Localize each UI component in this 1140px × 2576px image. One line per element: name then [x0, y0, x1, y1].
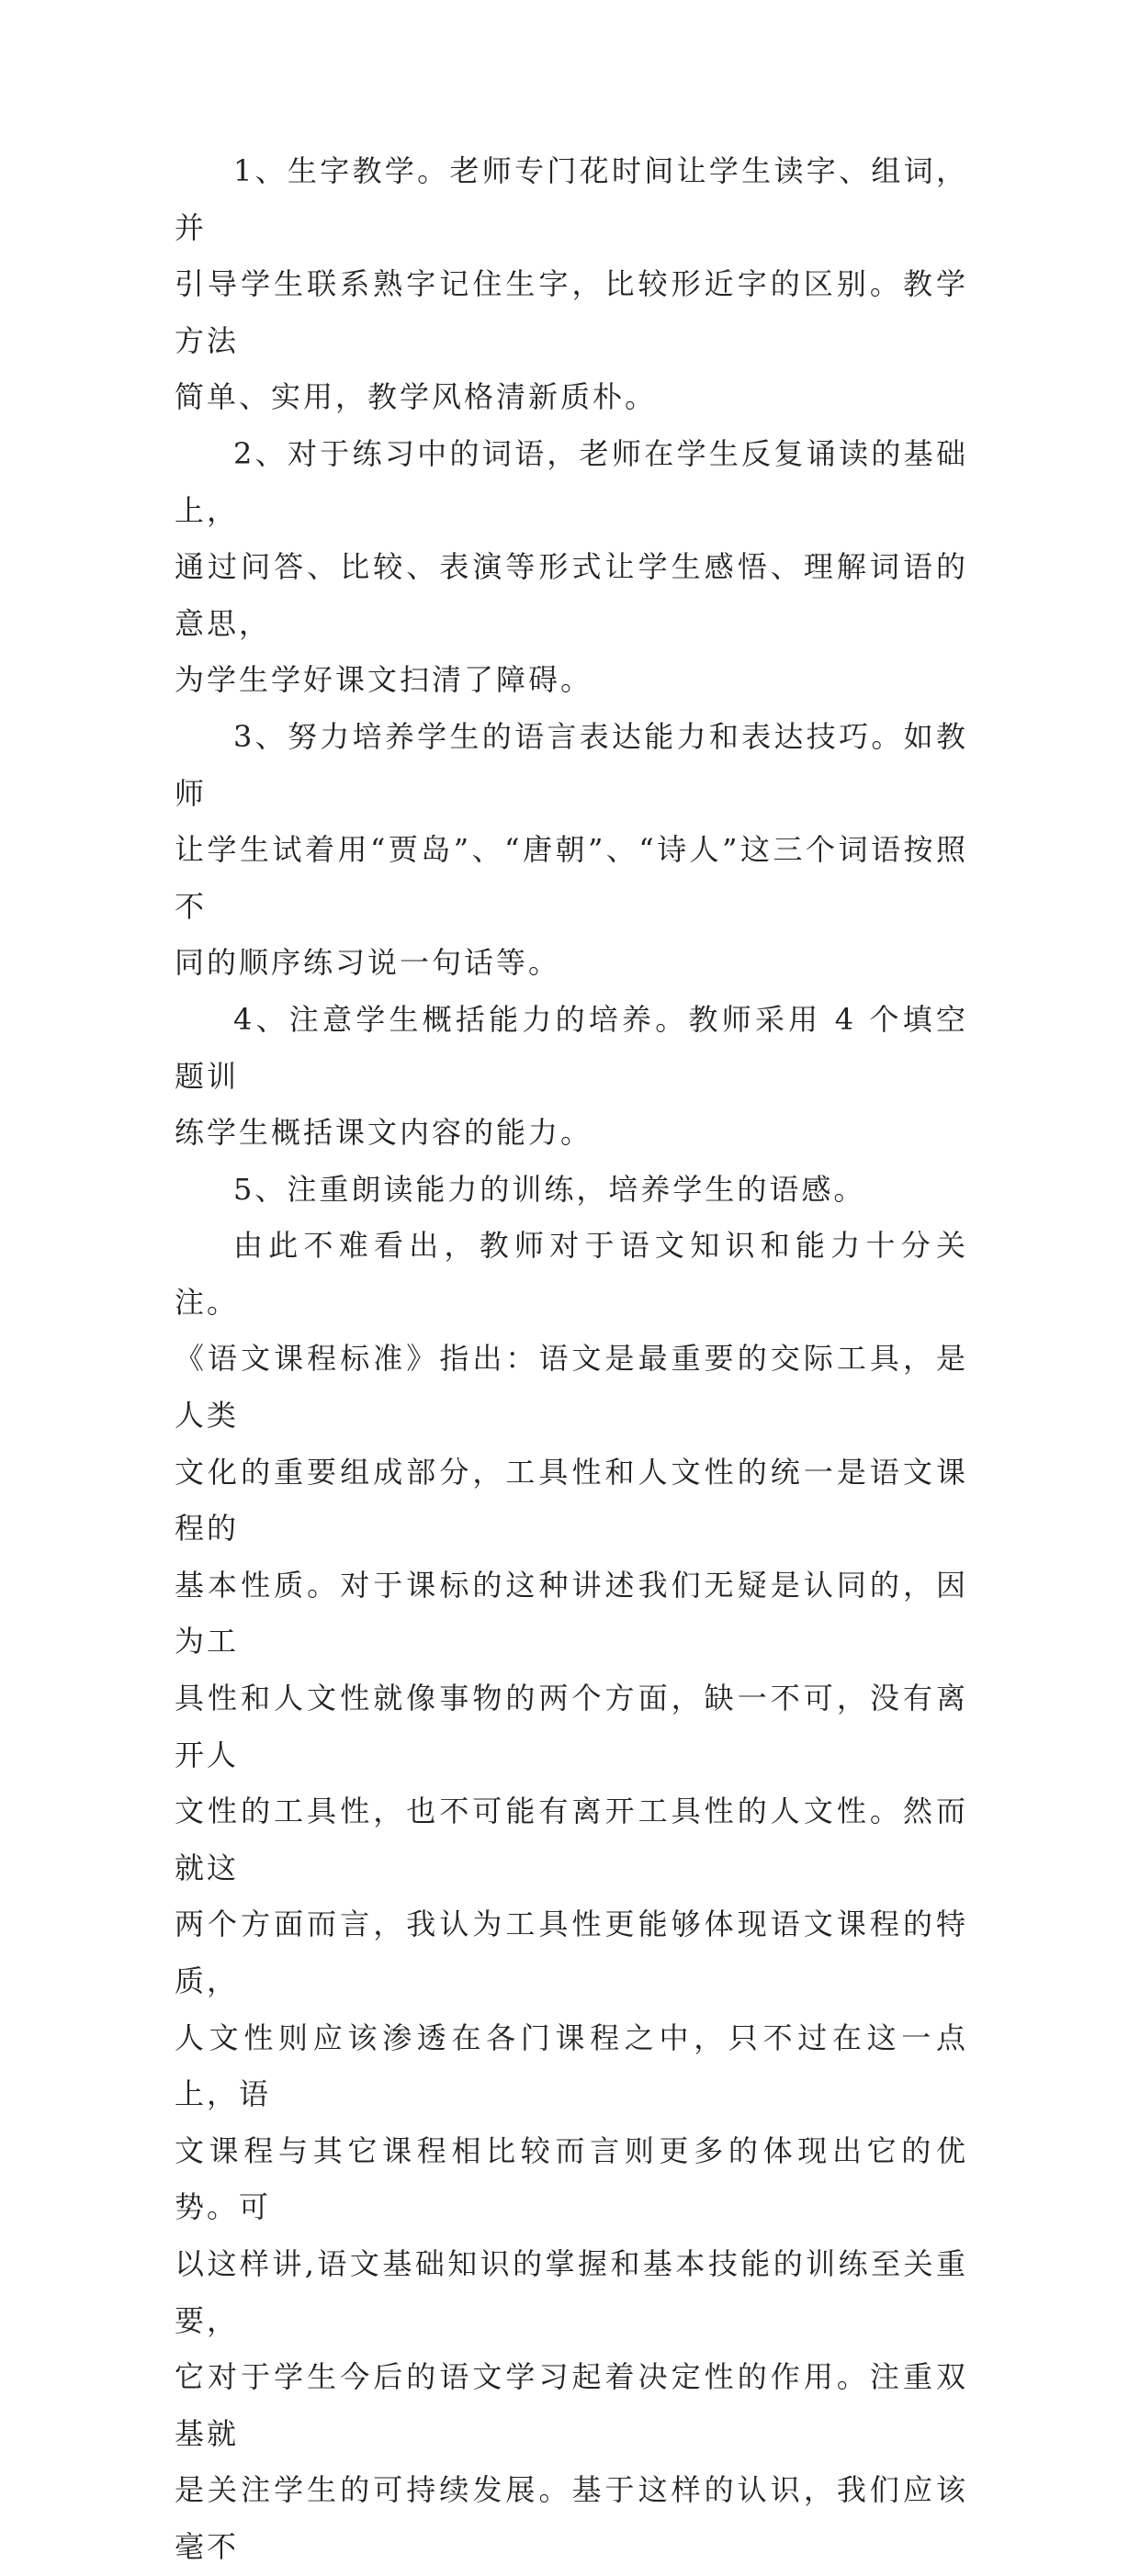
paragraph-discussion: 由此不难看出，教师对于语文知识和能力十分关注。 《语文课程标准》指出：语文是最重要的交际工具，是人类 文化的重要组成部分，工具性和人文性的统一是语文课程的 基本性质。对于课标的这种讲述我们无疑是认同的，因为工 具性和人文性就像事物的两个方面，缺一不可，没有离开人 文性的工具性，也不可能有离开工具性的人文性。然而就这 两个方面而言，我认为工具性更能够体现语文课程的特质， 人文性则应该渗透在各门课程之中，只不过在这一点上，语 文课程与其它课程相比较而言则更多的体现出它的优势。可 以这样讲,语文基础知识的掌握和基本技能的训练至关重要， 它对于学生今后的语文学习起着决定性的作用。注重双基就 是关注学生的可持续发展。基于这样的认识，我们应该毫不 — [175, 1228, 968, 2564]
paragraph-item-4: 4、注意学生概括能力的培养。教师采用 4 个填空题训 练学生概括课文内容的能力。 — [175, 1001, 968, 1151]
document-body — [175, 143, 968, 2576]
paragraph-item-1: 1、生字教学。老师专门花时间让学生读字、组词，并 引导学生联系熟字记住生字，比较形近字的区别。教学方法 简单、实用，教学风格清新质朴。 — [175, 153, 968, 415]
paragraph-item-3: 3、努力培养学生的语言表达能力和表达技巧。如教师 让学生试着用“贾岛”、“唐朝”、“诗人”这三个词语按照不 同的顺序练习说一句话等。 — [175, 718, 968, 981]
paragraph-item-2: 2、对于练习中的词语，老师在学生反复诵读的基础上， 通过问答、比较、表演等形式让学生感悟、理解词语的意思， 为学生学好课文扫清了障碍。 — [175, 435, 968, 698]
paragraph-item-5: 5、注重朗读能力的训练，培养学生的语感。 — [233, 1171, 866, 1207]
